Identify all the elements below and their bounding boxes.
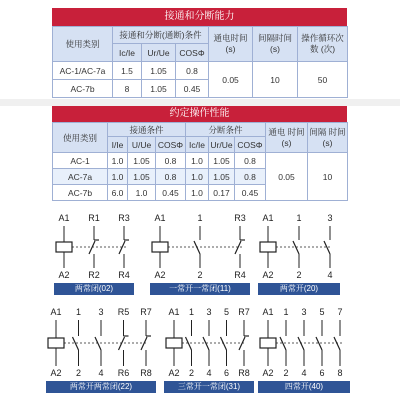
terminal-label: R4 [234, 270, 246, 280]
terminal-label: R3 [118, 213, 130, 223]
table1-subheader: Ur/Ue [142, 44, 176, 62]
table1-section [52, 8, 347, 98]
coil-symbol [48, 338, 64, 348]
normally-closed-contact [239, 337, 245, 350]
normally-open-contact [194, 241, 200, 254]
terminal-label: 3 [301, 307, 307, 317]
terminal-label: A1 [50, 307, 62, 317]
diagram-caption: 两常开(20) [258, 283, 340, 295]
wiring-diagram-22 [46, 305, 156, 393]
normally-open-contact [324, 241, 330, 254]
normally-open-contact [95, 337, 101, 350]
coil-symbol [166, 338, 182, 348]
terminal-label: 6 [319, 368, 325, 378]
table2-cell: 1.05 [128, 169, 156, 185]
normally-open-contact [73, 337, 79, 350]
table2-cell-conduct: 0.05 [266, 153, 308, 201]
terminal-label: 2 [283, 368, 289, 378]
table2-cell: 6.0 [108, 185, 128, 201]
normally-closed-contact [119, 337, 125, 350]
terminal-label: 6 [223, 368, 230, 378]
table2-cell: AC-7b [53, 185, 108, 201]
table2-cell: 1.0 [128, 185, 156, 201]
table1-cell-cycles: 50 [298, 62, 348, 98]
terminal-label: A1 [262, 307, 274, 317]
normally-closed-contact [89, 241, 95, 254]
table1-subheader: Ic/Ie [113, 44, 142, 62]
table-row [53, 153, 348, 169]
normally-open-contact [316, 337, 322, 350]
table2-cell: 0.8 [156, 153, 186, 169]
table2-cell: 1.0 [108, 153, 128, 169]
terminal-label: 4 [98, 368, 104, 378]
terminal-label: 1 [197, 213, 203, 223]
terminal-label: 5 [223, 307, 230, 317]
table2-header-interval: 间隔 时间(s) [308, 123, 348, 153]
terminal-label: A1 [58, 213, 70, 223]
coil-symbol [260, 242, 276, 252]
normally-closed-contact [235, 241, 241, 254]
table1-title: 接通和分断能力 [52, 8, 347, 26]
table1-header-conduct: 通电时间 (s) [209, 27, 253, 62]
terminal-label: 5 [319, 307, 325, 317]
table2-cell: 1.0 [108, 169, 128, 185]
coil-symbol [56, 242, 72, 252]
normally-open-contact [186, 337, 192, 350]
terminal-label: 1 [75, 307, 82, 317]
terminal-label: R8 [140, 368, 152, 378]
terminal-label: R2 [88, 270, 100, 280]
terminal-label: A2 [58, 270, 70, 280]
terminal-label: R7 [238, 307, 250, 317]
terminal-label: R3 [234, 213, 246, 223]
terminal-label: R5 [117, 307, 130, 317]
wiring-diagram-02 [54, 211, 134, 295]
terminal-label: 2 [75, 368, 82, 378]
table1-cell: AC-7b [53, 80, 113, 98]
terminal-label: 1 [283, 307, 289, 317]
diagram-caption: 两常开两常闭(22) [46, 381, 156, 393]
terminal-label: A2 [262, 270, 274, 280]
table2-cell-interval: 10 [308, 153, 348, 201]
table1-header-cycles: 操作循环次数 (次) [298, 27, 348, 62]
terminal-label: R7 [140, 307, 152, 317]
terminal-label: A2 [154, 270, 166, 280]
table2-header-make: 接通条件 [108, 123, 186, 137]
terminal-label: R6 [117, 368, 130, 378]
table2-header-category: 使用类别 [53, 123, 108, 153]
diagram-caption: 一常开一常闭(11) [150, 283, 250, 295]
terminal-label: 3 [206, 307, 212, 317]
normally-open-contact [298, 337, 304, 350]
normally-open-contact [221, 337, 227, 350]
table2 [52, 122, 348, 201]
table2-cell: 0.17 [209, 185, 235, 201]
table2-cell: 0.45 [156, 185, 186, 201]
table2-cell: AC-7a [53, 169, 108, 185]
coil-symbol [152, 242, 168, 252]
terminal-label: R4 [118, 270, 130, 280]
table2-subheader: U/Ue [128, 137, 156, 153]
table1-header-interval: 间隔时间 (s) [253, 27, 298, 62]
table2-cell: 1.05 [128, 153, 156, 169]
normally-open-contact [293, 241, 299, 254]
table1-header-conditions: 接通和分断(通断)条件 [113, 27, 209, 44]
terminal-label: 4 [301, 368, 307, 378]
section-divider [0, 99, 400, 106]
table2-cell: 0.8 [235, 169, 266, 185]
table2-subheader: Ic/Ie [186, 137, 209, 153]
terminal-label: 8 [337, 368, 343, 378]
normally-closed-contact [141, 337, 147, 350]
table1-cell: 1.05 [142, 80, 176, 98]
terminal-label: 4 [206, 368, 212, 378]
table2-cell: 0.8 [235, 153, 266, 169]
table2-cell: 1.0 [186, 153, 209, 169]
table2-subheader: COSΦ [156, 137, 186, 153]
table1-cell: 0.45 [176, 80, 209, 98]
table1-subheader: COSΦ [176, 44, 209, 62]
normally-closed-contact [119, 241, 125, 254]
table2-header-conduct: 通电 时间(s) [266, 123, 308, 153]
wiring-diagram-20 [258, 211, 340, 295]
table2-header-break: 分断条件 [186, 123, 266, 137]
terminal-label: A2 [50, 368, 62, 378]
table2-cell: 1.0 [186, 185, 209, 201]
terminal-label: 1 [188, 307, 195, 317]
table1-cell: 1.5 [113, 62, 142, 80]
terminal-label: 3 [98, 307, 104, 317]
table2-cell: 0.45 [235, 185, 266, 201]
diagram-caption: 四常开(40) [258, 381, 350, 393]
table2-subheader: COSΦ [235, 137, 266, 153]
terminal-label: 2 [296, 270, 302, 280]
table1-cell: 0.8 [176, 62, 209, 80]
normally-open-contact [280, 337, 286, 350]
terminal-label: 4 [327, 270, 333, 280]
terminal-label: 3 [327, 213, 333, 223]
diagram-caption: 两常闭(02) [54, 283, 134, 295]
table2-subheader: Ur/Ue [209, 137, 235, 153]
table1-cell: 8 [113, 80, 142, 98]
table2-cell: 1.05 [209, 169, 235, 185]
wiring-diagram-40 [258, 305, 350, 393]
terminal-label: R8 [238, 368, 250, 378]
terminal-label: 2 [188, 368, 195, 378]
wiring-diagram-11 [150, 211, 250, 295]
table2-cell: 1.05 [209, 153, 235, 169]
table2-section [52, 106, 347, 200]
table-row [53, 62, 348, 80]
table2-subheader: I/Ie [108, 137, 128, 153]
terminal-label: A1 [168, 307, 180, 317]
table2-cell: 0.8 [156, 169, 186, 185]
terminal-label: A2 [262, 368, 274, 378]
normally-open-contact [334, 337, 340, 350]
table2-cell: AC-1 [53, 153, 108, 169]
terminal-label: 1 [296, 213, 302, 223]
table1-cell-interval: 10 [253, 62, 298, 98]
terminal-label: A2 [168, 368, 180, 378]
table2-cell: 1.0 [186, 169, 209, 185]
table2-title: 约定操作性能 [52, 106, 347, 122]
wiring-diagram-31 [164, 305, 254, 393]
terminal-label: 7 [337, 307, 343, 317]
normally-open-contact [203, 337, 209, 350]
terminal-label: 2 [197, 270, 203, 280]
table1-cell-conduct: 0.05 [209, 62, 253, 98]
terminal-label: A1 [262, 213, 274, 223]
diagram-caption: 三常开一常闭(31) [164, 381, 254, 393]
terminal-label: R1 [88, 213, 100, 223]
table1 [52, 26, 348, 98]
terminal-label: A1 [154, 213, 166, 223]
coil-symbol [260, 338, 276, 348]
table1-header-category: 使用类别 [53, 27, 113, 62]
table1-cell: 1.05 [142, 62, 176, 80]
table1-cell: AC-1/AC-7a [53, 62, 113, 80]
